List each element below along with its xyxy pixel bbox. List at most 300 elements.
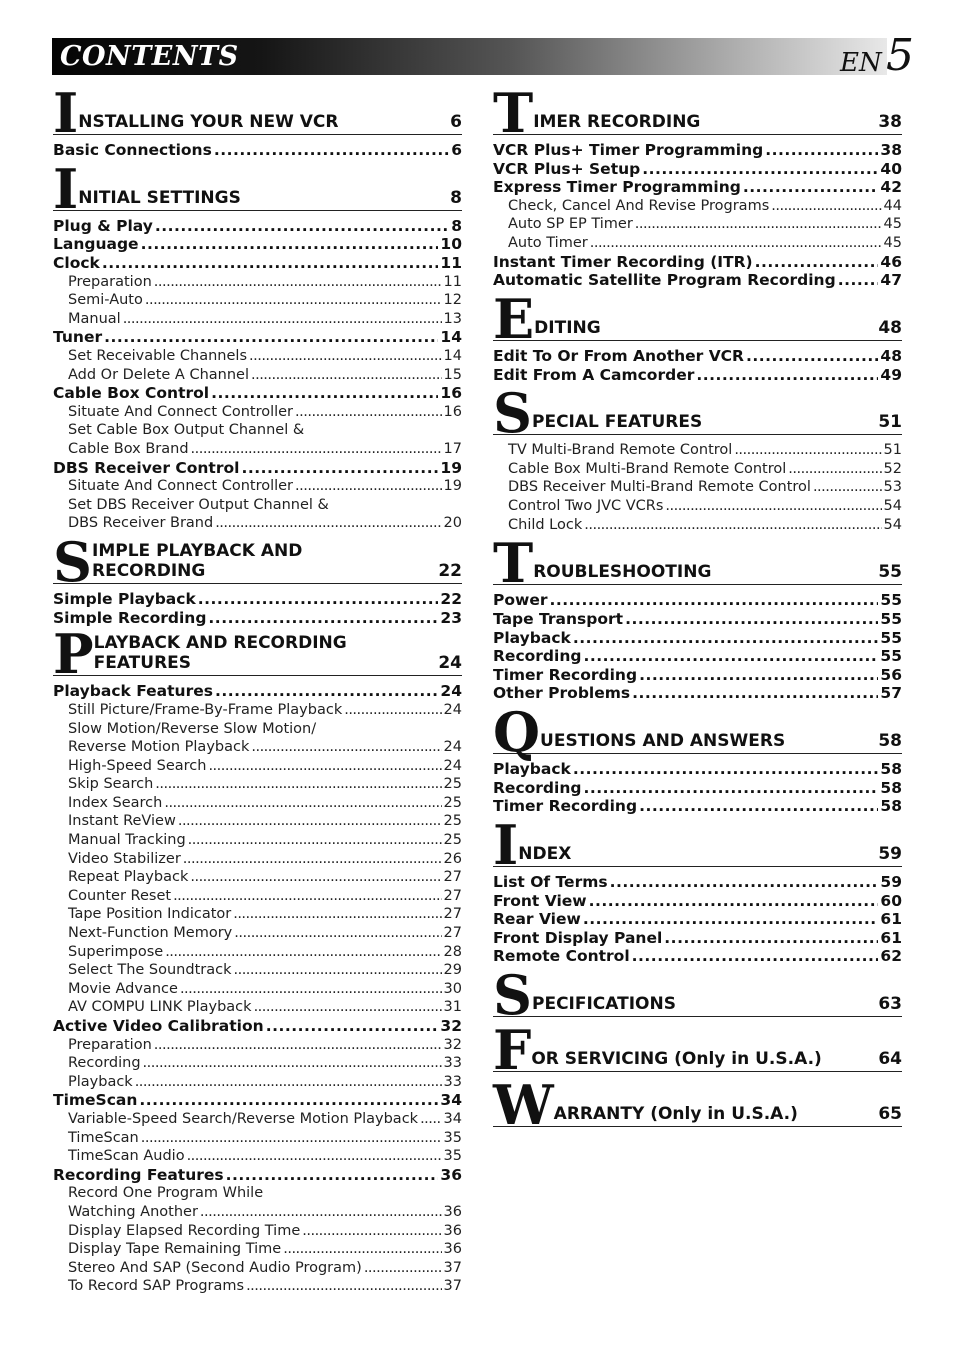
section-title: OR SERVICING (Only in U.S.A.) (531, 1049, 822, 1070)
dot-leader (187, 1147, 442, 1166)
toc-subentry[interactable] (53, 738, 462, 757)
dot-leader (251, 366, 442, 385)
toc-subentry[interactable] (493, 497, 902, 516)
entry-title: Recording (68, 1055, 141, 1072)
entry-title: Tape Position Indicator (68, 906, 232, 923)
entry-title: Situate And Connect Controller (68, 403, 294, 420)
entry-page: 58 (880, 797, 902, 816)
dot-leader (295, 477, 442, 496)
toc-subentry[interactable] (53, 477, 462, 496)
dot-leader (696, 366, 878, 385)
section-title: NDEX (518, 843, 572, 864)
entry-page: 30 (443, 980, 462, 997)
entry-page: 59 (880, 872, 902, 891)
dot-leader (226, 1166, 439, 1185)
toc-subentry[interactable] (53, 924, 462, 943)
toc-subentry[interactable] (53, 1110, 462, 1129)
entry-title: Cable Box Control (53, 384, 210, 403)
entry-title: Semi-Auto (68, 292, 143, 309)
toc-subentry[interactable] (53, 1036, 462, 1055)
entry-page: 36 (443, 1241, 462, 1258)
toc-entry[interactable] (493, 684, 902, 703)
toc-subentry[interactable] (493, 478, 902, 497)
entry-page: 19 (443, 478, 462, 495)
section-page: 65 (878, 1104, 902, 1125)
dot-leader (233, 905, 441, 924)
drop-cap: I (493, 812, 519, 877)
entry-title: Front View (493, 891, 587, 910)
toc-entry-continued: Set DBS Receiver Output Channel & (68, 496, 329, 513)
toc-subentry[interactable] (493, 460, 902, 479)
entry-page: 24 (443, 757, 462, 774)
toc-entry[interactable] (53, 141, 462, 160)
section-page: 51 (878, 412, 902, 433)
dot-leader (583, 779, 878, 798)
dot-leader (573, 629, 879, 648)
dot-leader (191, 440, 442, 459)
dot-leader (200, 1203, 442, 1222)
dot-leader (573, 760, 879, 779)
section-header-simple-playback-and[interactable] (53, 529, 462, 594)
entry-page: 31 (443, 999, 462, 1016)
dot-leader (639, 797, 878, 816)
entry-title: Basic Connections (53, 141, 212, 160)
dot-leader (583, 910, 879, 929)
entry-title: Variable-Speed Search/Reverse Motion Playback (68, 1110, 419, 1127)
entry-title: Cable Box Brand (68, 440, 189, 457)
section-title: IMPLE PLAYBACK AND (92, 541, 303, 562)
entry-page: 57 (880, 684, 902, 703)
entry-title: Recording (493, 778, 582, 797)
entry-page: 25 (443, 794, 462, 811)
entry-title: Recording Features (53, 1165, 224, 1184)
entry-title: Automatic Satellite Program Recording (493, 271, 836, 290)
toc-subentry[interactable] (53, 1073, 462, 1092)
section-header-timer-recording[interactable] (493, 81, 902, 145)
entry-page: 29 (443, 962, 462, 979)
toc-entry[interactable] (53, 328, 462, 347)
dot-leader (233, 961, 441, 980)
entry-page: 28 (443, 943, 462, 960)
entry-title: VCR Plus+ Setup (493, 159, 641, 178)
toc-entry[interactable] (493, 892, 902, 911)
dot-leader (550, 591, 879, 610)
toc-entry[interactable] (53, 1017, 462, 1036)
dot-leader (589, 892, 879, 911)
toc-entry[interactable] (493, 271, 902, 290)
dot-leader (635, 215, 882, 234)
dot-leader (180, 980, 442, 999)
toc-entry[interactable] (493, 253, 902, 272)
section-page: 58 (878, 731, 902, 752)
drop-cap: S (53, 529, 92, 594)
dot-leader (584, 516, 881, 535)
entry-page: 55 (880, 628, 902, 647)
entry-title: Display Tape Remaining Time (68, 1241, 282, 1258)
entry-title: DBS Receiver Multi-Brand Remote Control (508, 479, 811, 496)
toc-subentry[interactable] (53, 701, 462, 720)
entry-title: Reverse Motion Playback (68, 739, 250, 756)
toc-entry[interactable] (493, 366, 902, 385)
dot-leader (141, 235, 439, 254)
section-title-block (94, 633, 347, 673)
toc-subentry[interactable] (493, 234, 902, 253)
entry-page: 54 (883, 498, 902, 515)
entry-page: 24 (443, 701, 462, 718)
toc-entry[interactable] (53, 384, 462, 403)
entry-title: Set Receivable Channels (68, 347, 247, 364)
dot-leader (211, 384, 438, 403)
dot-leader (283, 1240, 441, 1259)
drop-cap: S (493, 962, 532, 1027)
toc-entry[interactable] (53, 682, 462, 701)
toc-subentry[interactable] (53, 440, 462, 459)
dot-leader (420, 1110, 441, 1129)
section-page: 55 (878, 562, 902, 583)
entry-title: Repeat Playback (68, 869, 189, 886)
entry-title: Control Two JVC VCRs (508, 498, 664, 515)
section-title: IMER RECORDING (533, 112, 701, 133)
dot-leader (173, 887, 441, 906)
entry-page: 38 (880, 141, 902, 160)
entry-page: 61 (880, 928, 902, 947)
toc-entry[interactable] (493, 760, 902, 779)
entry-page: 10 (440, 235, 462, 254)
toc-subentry[interactable] (493, 516, 902, 535)
entry-title: Edit From A Camcorder (493, 365, 695, 384)
drop-cap: P (53, 622, 94, 687)
entry-page: 26 (443, 850, 462, 867)
entry-page: 6 (451, 141, 462, 160)
section-header-editing[interactable] (493, 286, 902, 351)
entry-title: Instant ReView (68, 813, 176, 830)
dot-leader (139, 1091, 438, 1110)
section-title: PECIFICATIONS (532, 993, 676, 1014)
entry-page: 32 (440, 1017, 462, 1035)
section-header-for-servicing-only-in-u-s-a[interactable] (493, 1017, 902, 1082)
entry-title: Recording (493, 647, 582, 666)
toc-subentry[interactable] (53, 831, 462, 850)
toc-subentry[interactable] (53, 850, 462, 869)
entry-title: Preparation (68, 273, 152, 290)
dot-leader (178, 812, 442, 831)
entry-page: 36 (443, 1222, 462, 1239)
entry-page: 45 (883, 216, 902, 233)
dot-leader (241, 459, 438, 478)
entry-title: Auto Timer (508, 235, 588, 252)
drop-cap: W (493, 1073, 554, 1138)
entry-page: 27 (443, 906, 462, 923)
section-title: UESTIONS AND ANSWERS (540, 731, 786, 752)
drop-cap: I (53, 81, 79, 145)
entry-page: 12 (443, 292, 462, 309)
dot-leader (251, 738, 441, 757)
entry-page: 8 (451, 216, 462, 235)
drop-cap: Q (493, 699, 541, 764)
section-title-line2: RECORDING (92, 561, 206, 582)
dot-leader (190, 868, 441, 887)
entry-page: 37 (443, 1259, 462, 1276)
toc-subentry[interactable] (53, 1222, 462, 1241)
section-header-initial-settings[interactable] (53, 156, 462, 221)
entry-page: 48 (880, 346, 902, 365)
entry-page: 37 (443, 1278, 462, 1295)
section-header-warranty-only-in-u-s-a[interactable] (493, 1073, 902, 1138)
entry-title: Check, Cancel And Revise Programs (508, 197, 770, 214)
toc-subentry[interactable] (53, 757, 462, 776)
entry-page: 32 (443, 1036, 462, 1053)
entry-page: 14 (443, 347, 462, 364)
entry-title: Language (53, 235, 139, 254)
toc-subentry[interactable] (53, 1240, 462, 1259)
toc-entry[interactable] (493, 797, 902, 816)
toc-entry[interactable] (493, 629, 902, 648)
entry-title: Edit To Or From Another VCR (493, 346, 744, 365)
entry-page: 55 (880, 647, 902, 666)
entry-page: 24 (443, 739, 462, 756)
entry-page: 58 (880, 760, 902, 779)
toc-entry[interactable] (493, 647, 902, 666)
toc-subentry[interactable] (53, 980, 462, 999)
section-page: 22 (438, 561, 462, 582)
section-title: NITIAL SETTINGS (78, 187, 241, 208)
toc-subentry[interactable] (53, 775, 462, 794)
toc-subentry[interactable] (53, 403, 462, 422)
dot-leader (155, 775, 441, 794)
entry-title: Still Picture/Frame-By-Frame Playback (68, 701, 343, 718)
toc-entry[interactable] (493, 591, 902, 610)
toc-subentry[interactable] (53, 273, 462, 292)
entry-title: Manual (68, 310, 121, 327)
section-title: ROUBLESHOOTING (533, 562, 712, 583)
toc-subentry[interactable] (53, 310, 462, 329)
toc-subentry[interactable] (53, 943, 462, 962)
toc-entry[interactable] (493, 666, 902, 685)
dot-leader (665, 497, 881, 516)
section-header-specifications[interactable] (493, 962, 902, 1027)
toc-subentry[interactable] (53, 1147, 462, 1166)
entry-title: Active Video Calibration (53, 1017, 264, 1035)
dot-leader (246, 1277, 441, 1296)
toc-entry[interactable] (493, 160, 902, 179)
toc-subentry[interactable] (53, 961, 462, 980)
toc-entry[interactable] (53, 459, 462, 478)
dot-leader (183, 850, 442, 869)
entry-title: Timer Recording (493, 797, 638, 816)
section-header-installing-your-new-vcr[interactable] (53, 81, 462, 145)
entry-title: Superimpose (68, 943, 164, 960)
toc-subentry[interactable] (53, 1054, 462, 1073)
toc-subentry[interactable] (53, 868, 462, 887)
entry-title: TimeScan Audio (68, 1148, 185, 1165)
drop-cap: E (493, 286, 535, 351)
dot-leader (215, 682, 438, 701)
entry-page: 54 (883, 516, 902, 533)
entry-page: 33 (443, 1073, 462, 1090)
entry-page: 40 (880, 159, 902, 178)
entry-page: 34 (443, 1110, 462, 1127)
toc-entry[interactable] (493, 873, 902, 892)
entry-page: 56 (880, 665, 902, 684)
entry-page: 27 (443, 887, 462, 904)
entry-page: 45 (883, 235, 902, 252)
dot-leader (838, 271, 879, 290)
entry-title: Tape Transport (493, 609, 624, 628)
toc-subentry[interactable] (53, 347, 462, 366)
entry-title: Playback (493, 628, 571, 647)
section-title-block (92, 541, 302, 581)
toc-subentry[interactable] (493, 215, 902, 234)
toc-subentry[interactable] (53, 794, 462, 813)
entry-page: 11 (440, 254, 462, 272)
toc-entry[interactable] (53, 1166, 462, 1185)
toc-subentry[interactable] (53, 291, 462, 310)
toc-subentry[interactable] (493, 197, 902, 216)
page-title: CONTENTS (60, 41, 239, 72)
toc-entry[interactable] (53, 254, 462, 273)
entry-title: Front Display Panel (493, 928, 663, 947)
toc-entry[interactable] (53, 1091, 462, 1110)
dot-leader (254, 998, 442, 1017)
entry-title: Counter Reset (68, 887, 172, 904)
toc-subentry[interactable] (493, 441, 902, 460)
toc-subentry[interactable] (53, 1259, 462, 1278)
entry-page: 58 (880, 778, 902, 797)
section-page: 24 (438, 653, 462, 674)
dot-leader (234, 924, 441, 943)
entry-title: Simple Recording (53, 608, 207, 627)
toc-entry[interactable] (493, 779, 902, 798)
toc-subentry[interactable] (53, 514, 462, 533)
toc-entry[interactable] (493, 929, 902, 948)
toc-entry[interactable] (493, 610, 902, 629)
entry-page: 52 (883, 460, 902, 477)
dot-leader (632, 947, 879, 966)
dot-leader (765, 141, 878, 160)
entry-page: 55 (880, 609, 902, 628)
toc-subentry[interactable] (53, 905, 462, 924)
entry-title: Add Or Delete A Channel (68, 366, 249, 383)
toc-subentry[interactable] (53, 1277, 462, 1296)
entry-page: 61 (880, 910, 902, 929)
entry-title: Power (493, 591, 548, 610)
toc-entry[interactable] (493, 141, 902, 160)
entry-title: Playback (68, 1073, 133, 1090)
left-column (53, 81, 462, 1296)
entry-title: High-Speed Search (68, 757, 207, 774)
language-label: EN (840, 48, 882, 78)
entry-title: Auto SP EP Timer (508, 216, 633, 233)
entry-page: 36 (443, 1203, 462, 1220)
toc-subentry[interactable] (53, 887, 462, 906)
toc-entry[interactable] (493, 947, 902, 966)
dot-leader (145, 291, 442, 310)
entry-title: Watching Another (68, 1203, 198, 1220)
section-page: 63 (878, 993, 902, 1014)
toc-entry[interactable] (493, 178, 902, 197)
dot-leader (143, 1054, 442, 1073)
entry-page: 44 (883, 197, 902, 214)
toc-entry[interactable] (53, 235, 462, 254)
entry-title: Playback (493, 760, 571, 779)
contents-banner (52, 38, 887, 75)
toc-entry[interactable] (53, 217, 462, 236)
section-header-index[interactable] (493, 812, 902, 877)
toc-subentry[interactable] (53, 998, 462, 1017)
entry-page: 22 (440, 590, 462, 609)
dot-leader (583, 647, 878, 666)
entry-page: 23 (440, 608, 462, 627)
drop-cap: S (493, 381, 532, 446)
dot-leader (302, 1222, 441, 1241)
entry-page: 16 (443, 403, 462, 420)
dot-leader (734, 441, 881, 460)
drop-cap: T (493, 81, 534, 145)
entry-page: 16 (440, 384, 462, 403)
entry-title: TimeScan (68, 1129, 139, 1146)
entry-page: 19 (440, 458, 462, 477)
drop-cap: T (493, 531, 534, 596)
toc-entry-continued: Record One Program While (68, 1185, 264, 1202)
entry-title: Index Search (68, 794, 163, 811)
right-column (493, 81, 902, 1138)
toc-subentry[interactable] (53, 812, 462, 831)
entry-page: 25 (443, 813, 462, 830)
entry-page: 55 (880, 591, 902, 610)
toc-subentry[interactable] (53, 366, 462, 385)
section-header-playback-and-recording[interactable] (53, 622, 462, 687)
entry-page: 60 (880, 891, 902, 910)
toc-entry[interactable] (493, 347, 902, 366)
toc-entry[interactable] (493, 910, 902, 929)
toc-subentry[interactable] (53, 1203, 462, 1222)
dot-leader (135, 1073, 442, 1092)
dot-leader (102, 254, 439, 273)
dot-leader (590, 234, 882, 253)
entry-title: To Record SAP Programs (68, 1278, 245, 1295)
section-title: NSTALLING YOUR NEW VCR (78, 112, 339, 133)
dot-leader (215, 514, 441, 533)
entry-title: Instant Timer Recording (ITR) (493, 252, 753, 271)
section-title: LAYBACK AND RECORDING (93, 633, 347, 654)
dot-leader (743, 178, 879, 197)
entry-title: Stereo And SAP (Second Audio Program) (68, 1259, 362, 1276)
toc-entry-continued: Slow Motion/Reverse Slow Motion/ (68, 720, 317, 737)
entry-page: 13 (443, 310, 462, 327)
entry-title: VCR Plus+ Timer Programming (493, 141, 764, 160)
entry-page: 27 (443, 925, 462, 942)
section-page: 6 (450, 112, 462, 133)
dot-leader (625, 610, 878, 629)
section-header-questions-and-answers[interactable] (493, 699, 902, 764)
section-header-special-features[interactable] (493, 381, 902, 446)
entry-title: Preparation (68, 1036, 152, 1053)
dot-leader (164, 794, 441, 813)
drop-cap: F (493, 1017, 532, 1082)
entry-title: DBS Receiver Control (53, 458, 240, 477)
entry-title: Remote Control (493, 947, 630, 966)
section-header-troubleshooting[interactable] (493, 531, 902, 596)
toc-entry[interactable] (53, 590, 462, 609)
entry-title: Tuner (53, 328, 103, 347)
toc-entry[interactable] (53, 609, 462, 628)
entry-title: Manual Tracking (68, 832, 186, 849)
entry-title: Timer Recording (493, 665, 638, 684)
entry-title: Select The Soundtrack (68, 962, 232, 979)
entry-page: 49 (880, 365, 902, 384)
toc-subentry[interactable] (53, 1129, 462, 1148)
dot-leader (104, 328, 438, 347)
